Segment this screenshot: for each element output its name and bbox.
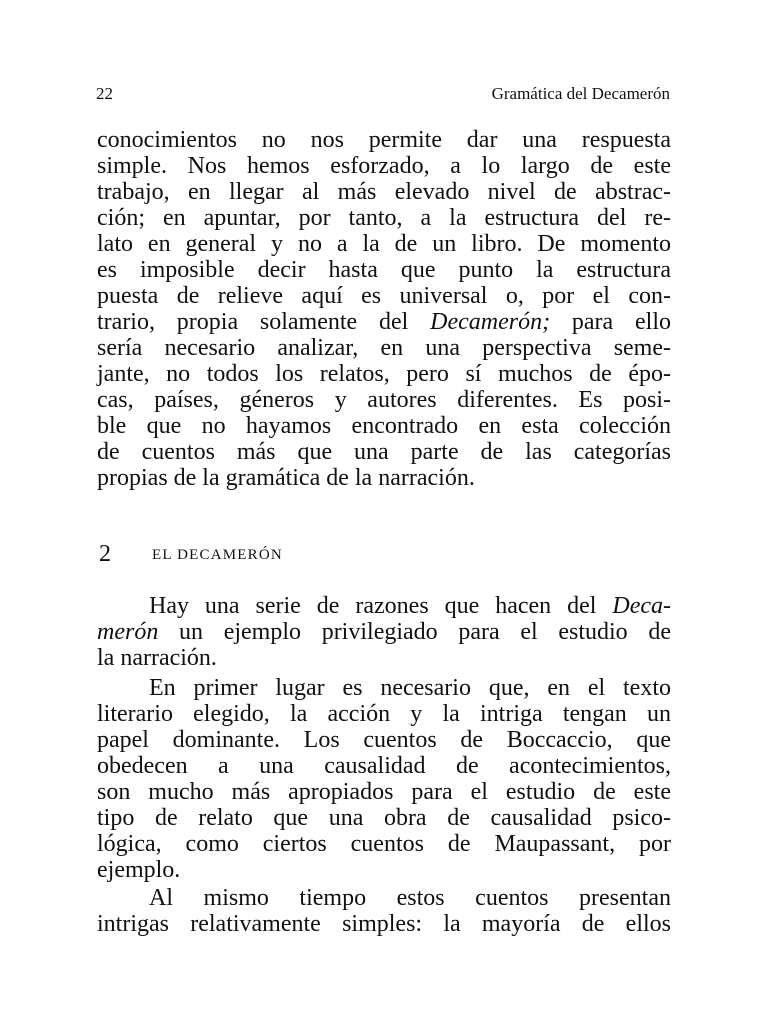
text-line: trabajo, en llegar al más elevado nivel de abstrac- bbox=[97, 179, 671, 205]
book-title-italic: merón bbox=[97, 619, 159, 645]
text-line bbox=[97, 593, 671, 619]
section-number: 2 bbox=[99, 541, 111, 567]
page-number: 22 bbox=[96, 84, 113, 103]
text-line: Al mismo tiempo estos cuentos presentan bbox=[149, 885, 671, 911]
text-line: ejemplo. bbox=[97, 857, 181, 883]
book-title-italic: Deca- bbox=[612, 593, 671, 619]
text-line: tipo de relato que una obra de causalidad psico- bbox=[97, 805, 671, 831]
text-line: es imposible decir hasta que punto la estructura bbox=[97, 257, 671, 283]
text-line bbox=[97, 619, 671, 645]
text-line: papel dominante. Los cuentos de Boccaccio, que bbox=[97, 727, 671, 753]
text-line: obedecen a una causalidad de acontecimientos, bbox=[97, 753, 671, 779]
text-line: intrigas relativamente simples: la mayoría de ellos bbox=[97, 911, 671, 937]
text-line: simple. Nos hemos esforzado, a lo largo de este bbox=[97, 153, 671, 179]
text-line: de cuentos más que una parte de las categorías bbox=[97, 439, 671, 465]
text-line: literario elegido, la acción y la intriga tengan un bbox=[97, 701, 671, 727]
text-run: Hay una serie de razones que hacen del bbox=[149, 593, 613, 619]
text-line: propias de la gramática de la narración. bbox=[97, 465, 475, 491]
text-line: jante, no todos los relatos, pero sí muchos de épo- bbox=[97, 361, 671, 387]
text-line: conocimientos no nos permite dar una respuesta bbox=[97, 127, 671, 153]
book-title-italic: Decamerón; bbox=[430, 309, 551, 335]
page-header bbox=[96, 84, 670, 108]
text-run: un ejemplo privilegiado para el estudio de bbox=[158, 619, 671, 645]
text-line: lógica, como ciertos cuentos de Maupassant, por bbox=[97, 831, 671, 857]
text-line: sería necesario analizar, en una perspectiva seme- bbox=[97, 335, 671, 361]
text-line: ble que no hayamos encontrado en esta colección bbox=[97, 413, 671, 439]
text-line: la narración. bbox=[97, 645, 217, 671]
section-heading bbox=[99, 541, 673, 569]
text-line: ción; en apuntar, por tanto, a la estructura del re- bbox=[97, 205, 671, 231]
section-title: EL DECAMERÓN bbox=[152, 547, 283, 563]
text-line: puesta de relieve aquí es universal o, por el con- bbox=[97, 283, 671, 309]
text-line: En primer lugar es necesario que, en el texto bbox=[149, 675, 671, 701]
running-head: Gramática del Decamerón bbox=[491, 84, 670, 103]
text-line bbox=[97, 309, 671, 335]
text-run: trario, propia solamente del bbox=[97, 309, 431, 335]
text-line: cas, países, géneros y autores diferentes. Es posi- bbox=[97, 387, 671, 413]
text-run: para ello bbox=[550, 309, 671, 335]
text-line: lato en general y no a la de un libro. De momento bbox=[97, 231, 671, 257]
text-line: son mucho más apropiados para el estudio de este bbox=[97, 779, 671, 805]
